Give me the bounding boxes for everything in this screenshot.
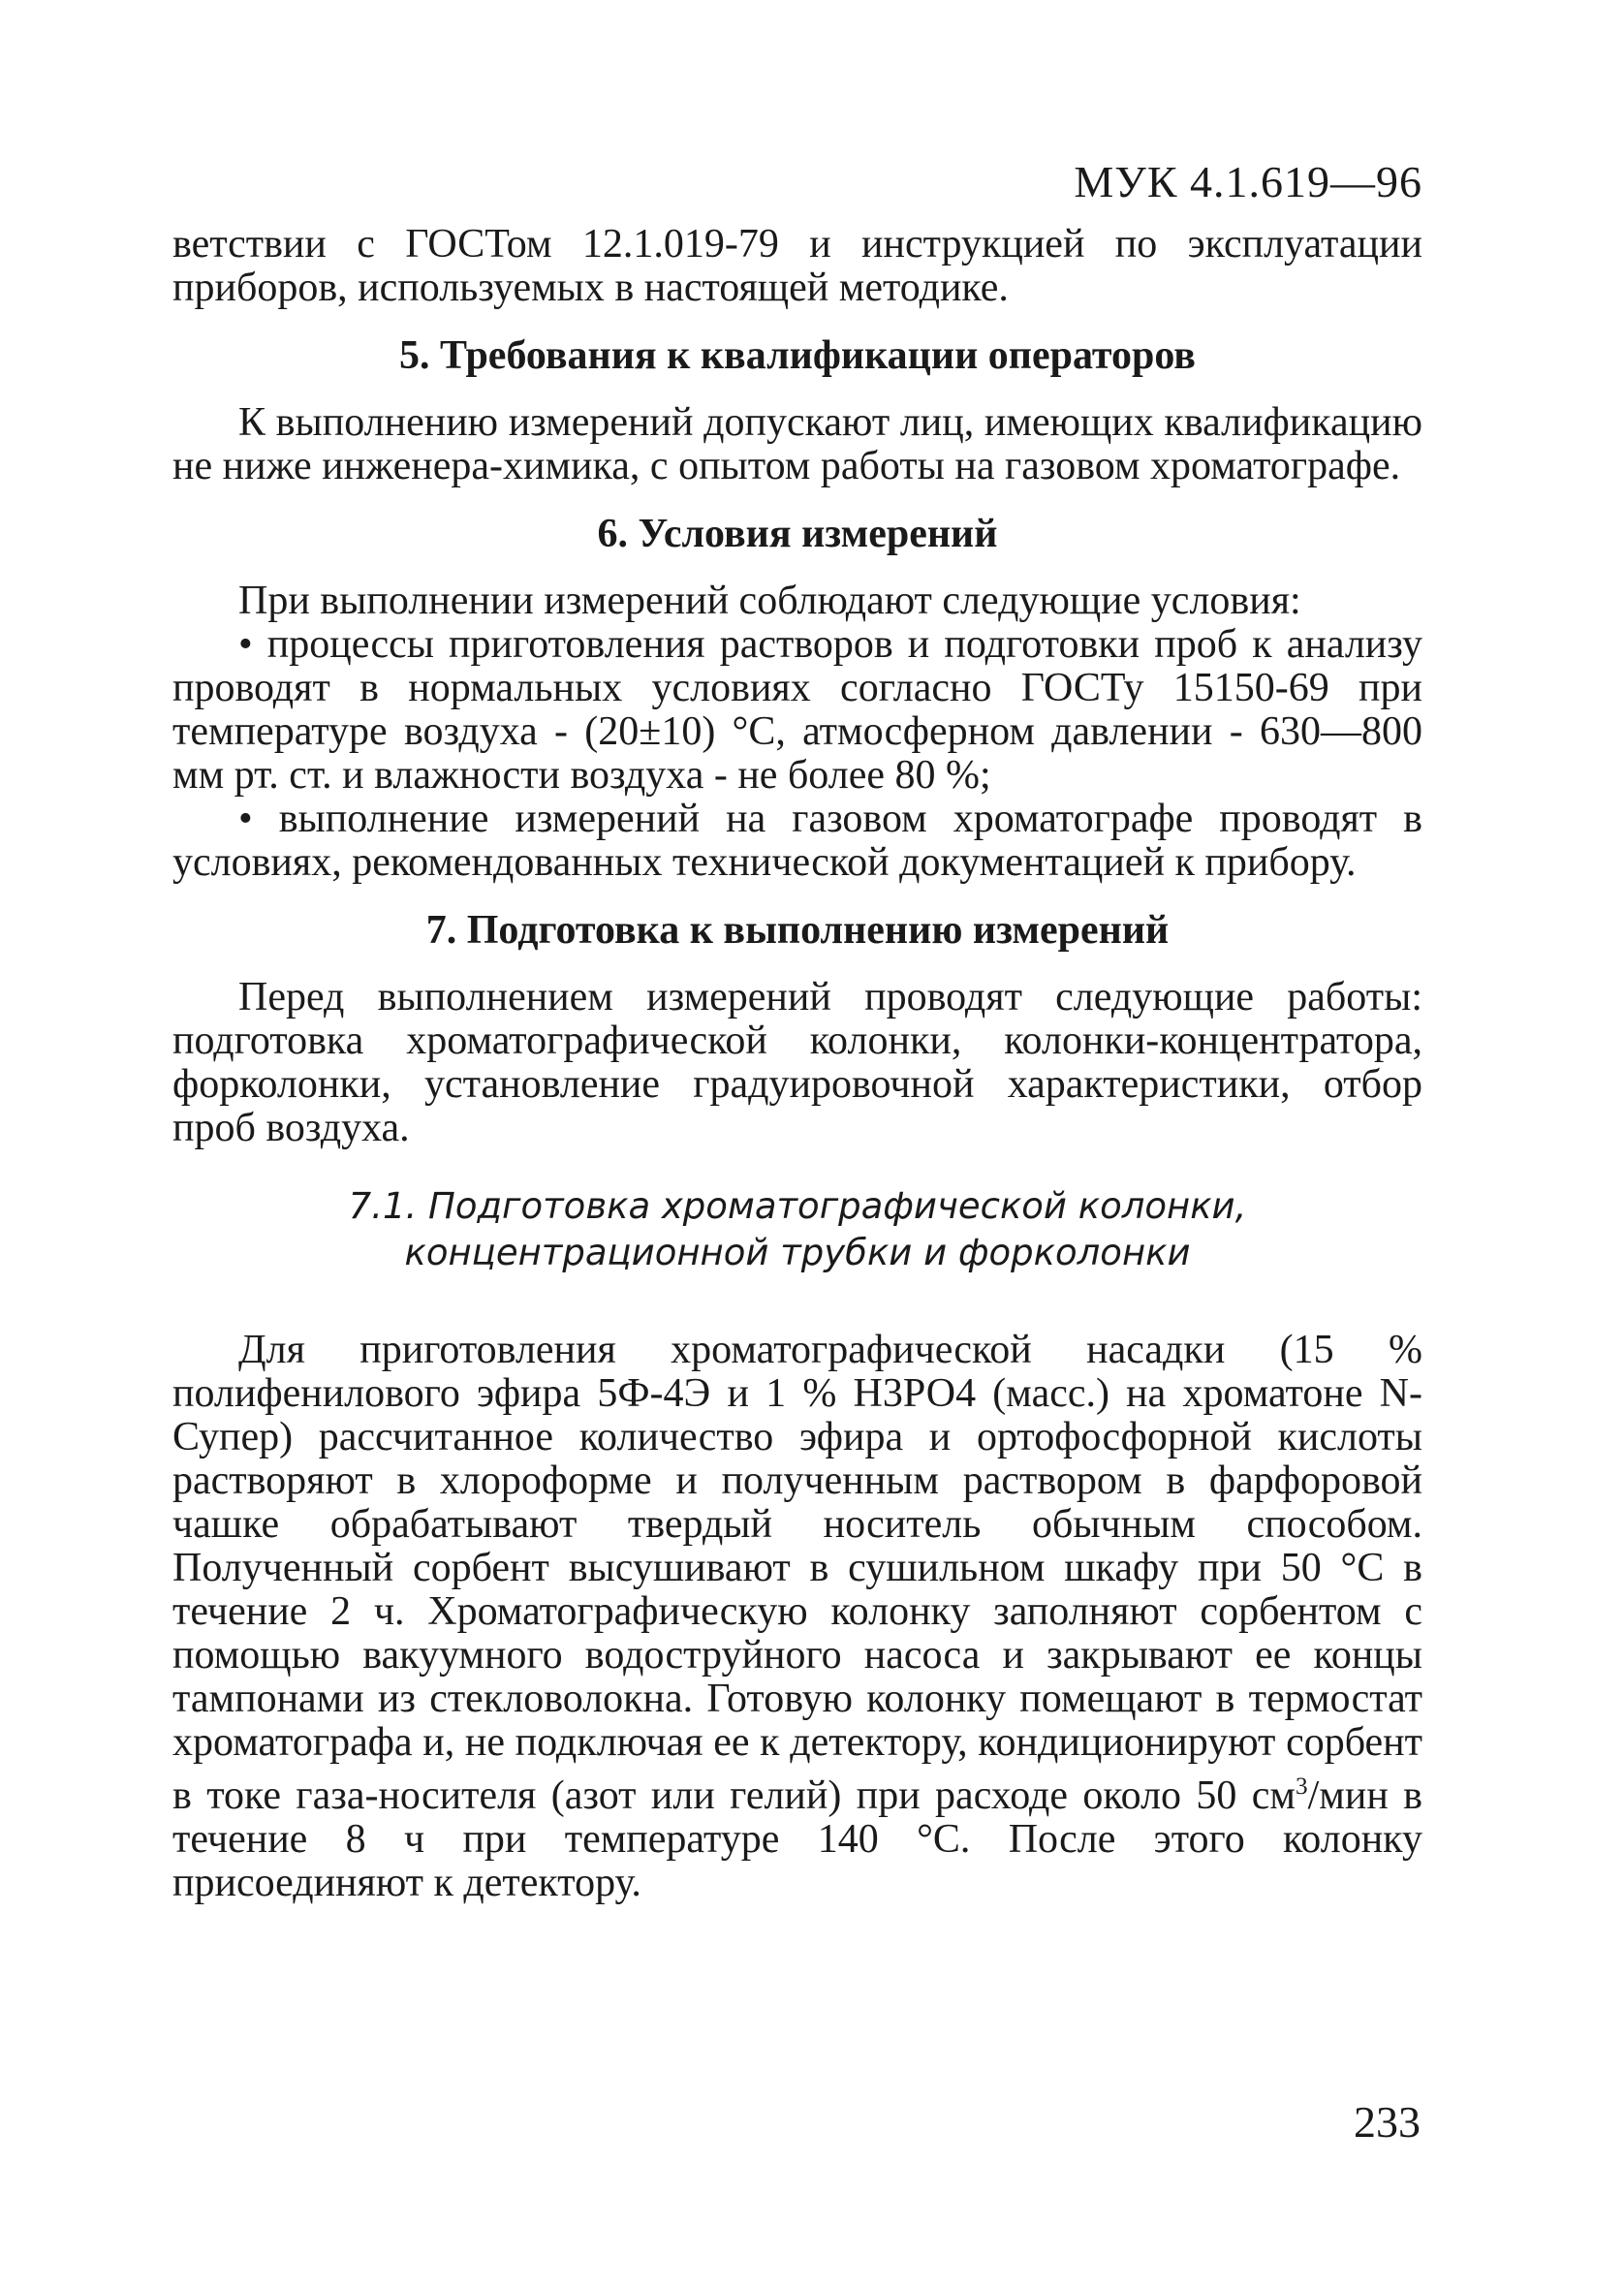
subsection-7-1-text-part-1: Для приготовления хроматографической насадки (15 % полифенилового эфира 5Ф-4Э и 1 % Н3РО4 (масс.) на хроматоне N-Супер) рассчитанное количество эфира и ортофосфорной кислоты растворяют в хлороформе и полученным раствором в фарфоровой чашке обрабатывают твердый носитель обычным способом. Полученный сорбент высушивают в сушильном шкафу при 50 °С в течение 2 ч. Хроматографическую колонку заполняют сорбентом с помощью вакуумного водоструйного насоса и закрывают ее концы тампонами из стекловолокна. Готовую колонку помещают в термостат хроматографа и, не подключая ее к детектору, кондиционируют сорбент в токе газа-носителя (азот или гелий) при расходе около 50 см bbox=[172, 1328, 1422, 1818]
section-6-intro: При выполнении измерений соблюдают следующие условия: bbox=[238, 579, 1301, 623]
section-6-heading: 6. Условия измерений bbox=[597, 512, 998, 556]
page-number: 233 bbox=[1354, 2097, 1421, 2147]
subsection-7-1-heading-line-1: 7.1. Подготовка хроматографической колонки, bbox=[348, 1185, 1247, 1227]
subsection-7-1-heading bbox=[172, 1183, 1422, 1276]
cubic-superscript: 3 bbox=[1296, 1773, 1308, 1800]
section-5-text: К выполнению измерений допускают лиц, имеющих квалификацию не ниже инженера-химика, с опытом работы на газовом хроматографе. bbox=[172, 400, 1422, 488]
document-page bbox=[172, 155, 1422, 1905]
intro-paragraph: ветствии с ГОСТом 12.1.019-79 и инструкцией по эксплуатации приборов, используемых в настоящей методике. bbox=[172, 222, 1422, 310]
section-7-text: Перед выполнением измерений проводят следующие работы: подготовка хроматографической колонки, колонки-концентратора, форколонки, установление градуировочной характеристики, отбор проб воздуха. bbox=[172, 975, 1422, 1150]
section-6-bullet-1: • процессы приготовления растворов и подготовки проб к анализу проводят в нормальных условиях согласно ГОСТу 15150-69 при температуре воздуха - (20±10) °С, атмосферном давлении - 630—800 мм рт. ст. и влажности воздуха - не более 80 %; bbox=[172, 622, 1422, 798]
document-code-header: МУК 4.1.619—96 bbox=[1074, 157, 1422, 206]
subsection-7-1-text bbox=[172, 1329, 1422, 1905]
subsection-7-1-text-part-2: /мин в течение 8 ч при температуре 140 °С. После этого колонку присоединяют к детектору. bbox=[172, 1773, 1422, 1905]
section-7-heading: 7. Подготовка к выполнению измерений bbox=[425, 908, 1170, 953]
section-6-bullet-2: • выполнение измерений на газовом хроматографе проводят в условиях, рекомендованных технической документацией к прибору. bbox=[172, 797, 1422, 885]
subsection-7-1-heading-line-2: концентрационной трубки и форколонки bbox=[404, 1232, 1191, 1273]
section-5-heading: 5. Требования к квалификации операторов bbox=[399, 333, 1196, 378]
